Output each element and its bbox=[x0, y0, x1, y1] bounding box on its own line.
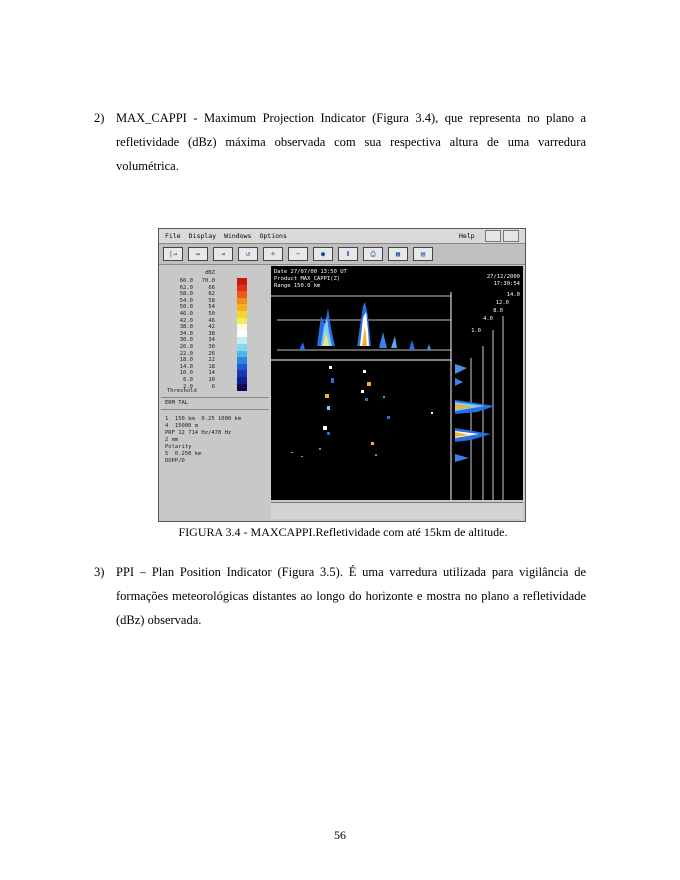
display-background bbox=[271, 266, 523, 500]
scale-swatch bbox=[237, 384, 247, 391]
scale-value: 50.0 bbox=[179, 304, 193, 311]
info-line: 2 mm bbox=[165, 437, 179, 443]
scale-value: 14.0 bbox=[179, 363, 193, 370]
height-label: 12.0 bbox=[495, 300, 509, 306]
scale-value: 6.0 bbox=[183, 377, 193, 383]
arrow-right-icon[interactable]: |→ bbox=[163, 247, 183, 261]
info-line: 5 0.250 km bbox=[165, 451, 202, 457]
scale-value: 18 bbox=[208, 363, 215, 370]
loop-icon[interactable]: ↺ bbox=[238, 247, 258, 261]
scale-value: 62 bbox=[208, 291, 215, 298]
cross-section-icon[interactable]: Ⅱ bbox=[338, 247, 358, 261]
paragraph-text: MAX_CAPPI - Maximum Projection Indicator (Figura 3.4), que representa no plano a refletividade (dBz) máxima observada com sua respectiva altura de uma varredura volumétrica. bbox=[116, 111, 586, 173]
paragraph-ppi bbox=[94, 560, 586, 632]
figure-caption: FIGURA 3.4 - MAXCAPPI.Refletividade com até 15km de altitude. bbox=[178, 525, 508, 539]
scale-footer: Threshold bbox=[167, 388, 197, 394]
status-bar bbox=[271, 502, 523, 519]
display-header-line: Range 150.0 km bbox=[274, 283, 321, 289]
info-panel bbox=[165, 416, 241, 465]
toolbar bbox=[159, 244, 525, 265]
scale-value: 58.0 bbox=[179, 291, 193, 298]
scale-value: 30 bbox=[208, 344, 215, 350]
scale-value: 42 bbox=[208, 324, 215, 331]
display-header-date: 27/12/2000 bbox=[486, 274, 520, 280]
scale-header: dBZ bbox=[205, 270, 215, 276]
scale-value: 70.0 bbox=[201, 278, 215, 284]
scale-value: 38.0 bbox=[179, 324, 193, 331]
info-line: 1 150 km 0.25 1000 km bbox=[165, 416, 242, 422]
height-label: 1.0 bbox=[471, 328, 481, 334]
zoom-in-icon[interactable]: + bbox=[263, 247, 283, 261]
minimize-button[interactable] bbox=[485, 230, 501, 242]
scale-value: 2.0 bbox=[183, 383, 193, 390]
zoom-out-icon[interactable]: − bbox=[288, 247, 308, 261]
scale-value: 62.0 bbox=[179, 284, 193, 291]
paragraph-max-cappi bbox=[94, 106, 586, 178]
maximize-button[interactable] bbox=[503, 230, 519, 242]
scale-value: 34.0 bbox=[179, 330, 193, 337]
scale-value: 54.0 bbox=[179, 297, 193, 304]
menu-windows[interactable]: Windows bbox=[224, 232, 252, 240]
scale-value: 26.0 bbox=[179, 344, 193, 350]
scale-value: 42.0 bbox=[179, 317, 193, 324]
table-icon[interactable]: ▤ bbox=[413, 247, 433, 261]
menu-bar bbox=[159, 229, 525, 244]
height-label: 14.0 bbox=[506, 292, 520, 298]
divider bbox=[161, 409, 269, 410]
info-line: DOPP/D bbox=[165, 458, 185, 464]
legend-footer-label: ERM TAL bbox=[165, 400, 189, 406]
scale-value: 18.0 bbox=[179, 357, 193, 364]
scale-value: 6 bbox=[211, 383, 215, 390]
scale-value: 46.0 bbox=[179, 311, 193, 317]
radar-software-screenshot bbox=[158, 228, 526, 522]
page-number: 56 bbox=[334, 828, 346, 842]
scale-value: 10 bbox=[208, 377, 215, 383]
side-panel bbox=[161, 266, 269, 518]
scale-value: 30.0 bbox=[179, 337, 193, 344]
info-line: Polarity bbox=[165, 444, 192, 450]
scale-value: 26 bbox=[208, 350, 215, 357]
scale-value: 66.0 bbox=[179, 278, 193, 284]
divider bbox=[161, 397, 269, 398]
print-icon[interactable]: ⎙ bbox=[363, 247, 383, 261]
step-icon[interactable]: ⇥ bbox=[213, 247, 233, 261]
height-label: 4.0 bbox=[483, 316, 493, 322]
menu-options[interactable]: Options bbox=[259, 232, 287, 240]
display-header-line: Date 27/07/00 13:50 UT bbox=[274, 269, 347, 275]
info-line: 4 15000 m bbox=[165, 423, 199, 429]
scale-value: 22 bbox=[208, 357, 215, 364]
display-header-date: 17:30:54 bbox=[493, 281, 520, 287]
scale-value: 34 bbox=[208, 337, 215, 344]
paragraph-text: PPI – Plan Position Indicator (Figura 3.5). É uma varredura utilizada para vigilância de formações meteorológicas distantes ao longo do horizonte e mostra no plano a refletividade (dBz) observada. bbox=[116, 565, 586, 627]
scale-value: 10.0 bbox=[179, 370, 193, 377]
scale-value: 58 bbox=[208, 297, 215, 304]
display-header-line: Product MAX_CAPPI(Z) bbox=[274, 276, 341, 282]
scale-value: 54 bbox=[208, 304, 215, 311]
list-number: 2) bbox=[94, 111, 105, 125]
scale-value: 22.0 bbox=[179, 350, 193, 357]
scale-value: 14 bbox=[208, 370, 215, 377]
move-icon[interactable]: ↔ bbox=[188, 247, 208, 261]
scale-value: 38 bbox=[208, 330, 215, 337]
color-scale bbox=[161, 266, 269, 400]
radar-display[interactable] bbox=[271, 266, 523, 500]
scale-value: 46 bbox=[208, 317, 215, 324]
color-palette-icon[interactable]: ● bbox=[313, 247, 333, 261]
info-line: PRF 12 714 Hz/478 Hz bbox=[165, 430, 232, 436]
menu-display[interactable]: Display bbox=[188, 232, 217, 240]
grid-icon[interactable]: ▦ bbox=[388, 247, 408, 261]
menu-help[interactable]: Help bbox=[459, 232, 475, 240]
height-label: 8.0 bbox=[493, 308, 503, 314]
scale-value: 50 bbox=[208, 311, 215, 317]
list-number: 3) bbox=[94, 565, 105, 579]
scale-value: 66 bbox=[208, 284, 215, 291]
menu-file[interactable]: File bbox=[165, 232, 181, 240]
